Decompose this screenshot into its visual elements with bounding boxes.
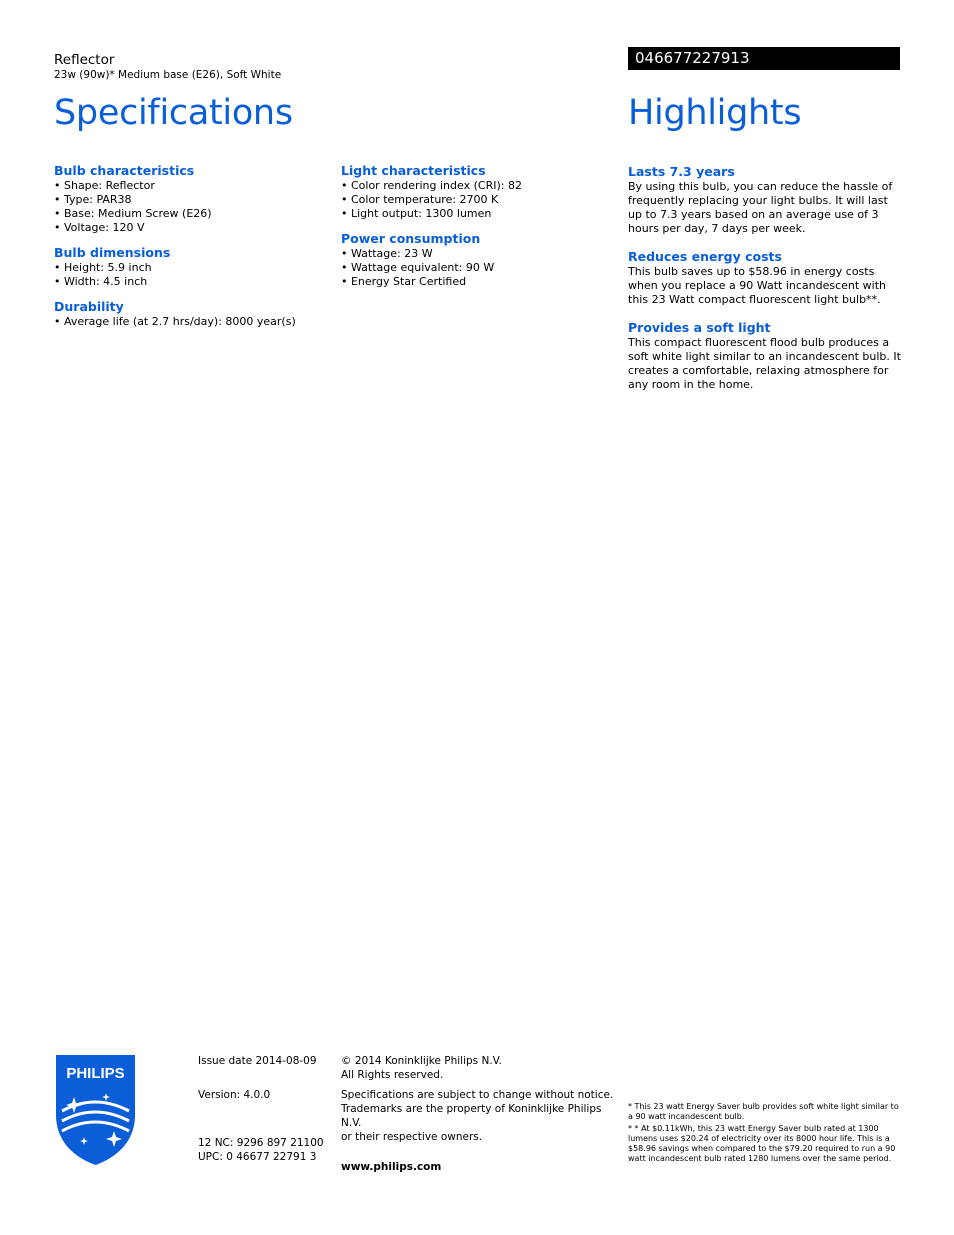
highlight-text: By using this bulb, you can reduce the hassle of frequently replacing your light bulbs. It will last up to 7.3 years based on an average use of 3 hours per day, 7 days per week. [628, 180, 893, 235]
highlights-column [628, 165, 902, 406]
spec-item: • Wattage: 23 W [341, 247, 433, 260]
footnote-2: * * At $0.11kWh, this 23 watt Energy Saver bulb rated at 1300 lumens uses $20.24 of electricity over its 8000 hour life. This is a $58.96 savings when compared to the $79.20 required to run a 90 watt incandescent bulb rated 1280 lumens over the same period. [628, 1124, 896, 1163]
spec-item: • Width: 4.5 inch [54, 275, 148, 288]
copyright: © 2014 Koninklijke Philips N.V. [341, 1055, 502, 1067]
specs-column-left [54, 164, 324, 340]
notice-line: Trademarks are the property of Koninklijke Philips N.V. [341, 1103, 602, 1129]
version: Version: 4.0.0 [198, 1089, 271, 1101]
spec-item: • Wattage equivalent: 90 W [341, 261, 495, 274]
spec-item: • Shape: Reflector [54, 179, 155, 192]
highlight-title: Reduces energy costs [628, 249, 782, 264]
footer-legal [341, 1054, 621, 1174]
spec-item: • Light output: 1300 lumen [341, 207, 492, 220]
philips-logo [54, 1053, 137, 1170]
spec-section-power-consumption [341, 232, 611, 289]
product-code-bar: 046677227913 [628, 47, 900, 70]
spec-section-title: Bulb dimensions [54, 245, 171, 260]
spec-item: • Energy Star Certified [341, 275, 467, 288]
website-link[interactable]: www.philips.com [341, 1161, 442, 1173]
spec-section-title: Power consumption [341, 231, 481, 246]
spec-item: • Height: 5.9 inch [54, 261, 152, 274]
spec-section-title: Durability [54, 299, 124, 314]
spec-section-durability [54, 300, 324, 329]
highlight-text: This compact fluorescent flood bulb produces a soft white light similar to an incandescent bulb. It creates a comfortable, relaxing atmosphere for any room in the home. [628, 336, 901, 391]
product-subtitle: 23w (90w)* Medium base (E26), Soft White [54, 69, 282, 81]
footnote-1: * This 23 watt Energy Saver bulb provides soft white light similar to a 90 watt incandescent bulb. [628, 1102, 899, 1121]
spec-section-bulb-dimensions [54, 246, 324, 289]
footnotes [628, 1102, 902, 1164]
spec-item: • Type: PAR38 [54, 193, 132, 206]
spec-item: • Color temperature: 2700 K [341, 193, 499, 206]
spec-section-title: Bulb characteristics [54, 163, 195, 178]
highlight-title: Provides a soft light [628, 320, 771, 335]
product-name: Reflector [54, 52, 115, 68]
highlight-title: Lasts 7.3 years [628, 164, 735, 179]
spec-section-light-characteristics [341, 164, 611, 221]
spec-section-bulb-characteristics [54, 164, 324, 235]
spec-section-title: Light characteristics [341, 163, 486, 178]
specifications-title: Specifications [54, 93, 293, 133]
notice-line: or their respective owners. [341, 1131, 483, 1143]
issue-date: Issue date 2014-08-09 [198, 1055, 317, 1067]
nc-number: 12 NC: 9296 897 21100 [198, 1137, 324, 1149]
philips-brand-text: PHILIPS [66, 1065, 125, 1082]
highlight-lasts [628, 165, 902, 236]
highlights-title: Highlights [628, 93, 802, 133]
rights: All Rights reserved. [341, 1069, 444, 1081]
specs-column-right [341, 164, 611, 300]
philips-shield-icon [54, 1053, 137, 1166]
highlight-soft-light [628, 321, 902, 392]
spec-item: • Color rendering index (CRI): 82 [341, 179, 522, 192]
footer-meta [198, 1054, 324, 1164]
spec-item: • Average life (at 2.7 hrs/day): 8000 year(s) [54, 315, 296, 328]
notice-line: Specifications are subject to change without notice. [341, 1089, 614, 1101]
highlight-text: This bulb saves up to $58.96 in energy costs when you replace a 90 Watt incandescent with this 23 Watt compact fluorescent light bulb**. [628, 265, 887, 306]
highlight-energy [628, 250, 902, 307]
upc-number: UPC: 0 46677 22791 3 [198, 1151, 317, 1163]
spec-item: • Base: Medium Screw (E26) [54, 207, 212, 220]
spec-item: • Voltage: 120 V [54, 221, 145, 234]
